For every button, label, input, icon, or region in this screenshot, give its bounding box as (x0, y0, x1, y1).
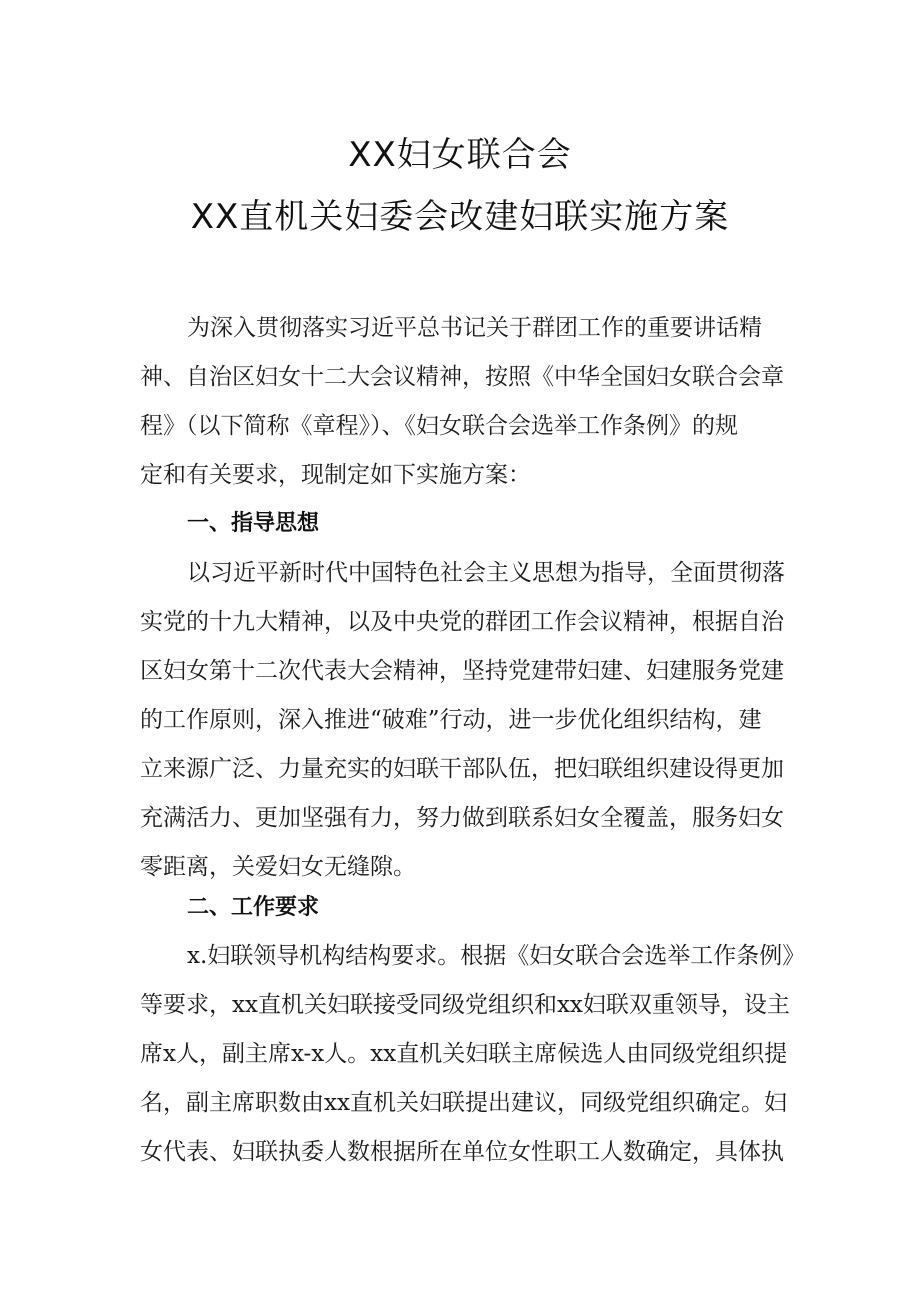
section2-line: 席x人，副主席x-x人。xx直机关妇联主席候选人由同级党组织提 (140, 1041, 788, 1067)
section-heading-guiding-ideology: 一、指导思想 (187, 511, 320, 536)
document-title-organization: XX妇女联合会 (348, 135, 572, 175)
intro-line: 程》（以下简称《章程》）、《妇女联合会选举工作条例》的规 (140, 413, 738, 439)
section-heading-work-requirements: 二、工作要求 (187, 895, 320, 920)
section1-line: 零距离，关爱妇女无缝隙。 (140, 854, 416, 880)
intro-line: 神、自治区妇女十二大会议精神，按照《中华全国妇女联合会章 (140, 364, 784, 390)
section2-line: x.妇联领导机构结构要求。根据《妇女联合会选举工作条例》 (187, 943, 806, 969)
section1-line: 充满活力、更加坚强有力，努力做到联系妇女全覆盖，服务妇女 (140, 805, 784, 831)
document-title-plan: XX直机关妇委会改建妇联实施方案 (190, 197, 730, 237)
section2-line: 等要求，xx直机关妇联接受同级党组织和xx妇联双重领导，设主 (140, 992, 790, 1018)
intro-line: 定和有关要求，现制定如下实施方案： (140, 462, 531, 488)
section1-line: 区妇女第十二次代表大会精神，坚持党建带妇建、妇建服务党建 (140, 658, 784, 684)
section2-line: 女代表、妇联执委人数根据所在单位女性职工人数确定，具体执 (140, 1139, 784, 1165)
section1-line: 立来源广泛、力量充实的妇联干部队伍，把妇联组织建设得更加 (140, 756, 784, 782)
section1-line: 以习近平新时代中国特色社会主义思想为指导，全面贯彻落 (187, 560, 785, 586)
intro-line: 为深入贯彻落实习近平总书记关于群团工作的重要讲话精 (187, 315, 762, 341)
section1-line: 实党的十九大精神，以及中央党的群团工作会议精神，根据自治 (140, 609, 784, 635)
section1-line: 的工作原则，深入推进“破难”行动，进一步优化组织结构，建 (140, 707, 762, 733)
section2-line: 名，副主席职数由xx直机关妇联提出建议，同级党组织确定。妇 (140, 1090, 787, 1116)
